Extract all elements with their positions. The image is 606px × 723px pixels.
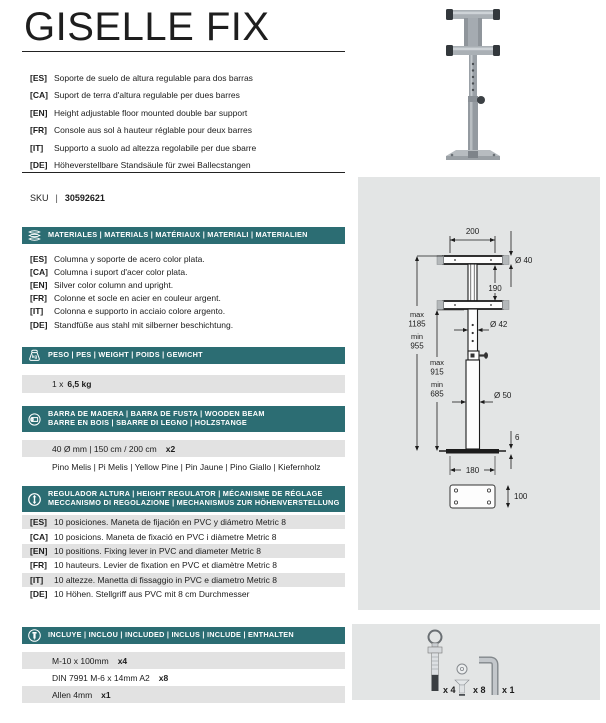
section-title: MATERIALES | MATERIALS | MATÉRIAUX | MATERIALI | MATERIALIEN: [48, 230, 308, 240]
regulator-text: 10 hauteurs. Levier de fixation en PVC et diamètre Metric 8: [54, 560, 278, 571]
regulator-text: 10 altezze. Manetta di fissaggio in PVC e diametro Metric 8: [54, 574, 277, 585]
beam-size-text: 40 Ø mm | 150 cm / 200 cm: [52, 443, 157, 454]
section-title-line2: BARRE EN BOIS | SBARRE DI LEGNO | HOLZSTANGE: [48, 418, 248, 427]
material-text: Silver color column and upright.: [54, 279, 174, 290]
dim-plate-thickness: 6: [515, 433, 520, 442]
material-row: [22, 278, 345, 291]
lang-tag: [EN]: [30, 279, 48, 290]
regulator-row: [22, 529, 345, 543]
screw-icon: [27, 628, 42, 643]
materials-list: [22, 252, 345, 331]
lever-knob: [484, 352, 488, 358]
section-title: PESO | PES | WEIGHT | POIDS | GEWICHT: [48, 350, 203, 360]
lang-tag: [FR]: [30, 560, 47, 571]
kg-glyph: kg: [31, 354, 38, 359]
allen-key-qty: x 1: [502, 685, 515, 695]
material-row: [22, 318, 345, 331]
technical-drawing-panel: [358, 177, 600, 610]
wooden-bar-icon: [27, 412, 42, 427]
beam-size-qty: x2: [165, 443, 176, 454]
sku-separator: |: [55, 193, 58, 203]
regulator-row: [22, 515, 345, 529]
regulator-text: 10 posiciones. Maneta de fijación en PVC y diámetro Metric 8: [54, 517, 286, 528]
dim-lower-diameter: Ø 50: [494, 391, 512, 400]
upper-bar: [443, 256, 503, 264]
regulator-list: [22, 515, 345, 601]
description-text: Suport de terra d'altura regulable per dues barres: [54, 90, 240, 101]
bolt-qty: x 4: [443, 685, 456, 695]
include-text: M-10 x 100mm: [52, 655, 109, 666]
dim-col-min-label: min: [431, 380, 443, 389]
lang-tag: [DE]: [30, 319, 48, 330]
divider: [22, 51, 345, 52]
include-row: [22, 686, 345, 703]
section-header-materials: [22, 227, 345, 244]
dim-plate-depth: 100: [514, 492, 528, 501]
section-header-weight: [22, 347, 345, 364]
weight-value-row: [22, 375, 345, 393]
section-title-line2: MECCANISMO DI REGOLAZIONE | MECHANISMUS ZUR HÖHENVERSTELLUNG: [48, 498, 340, 507]
description-row: [22, 104, 345, 122]
lang-tag: [DE]: [30, 160, 48, 171]
description-row: [22, 139, 345, 157]
regulator-text: 10 positions. Fixing lever in PVC and diameter Metric 8: [54, 545, 261, 556]
page-title: GISELLE FIX: [24, 5, 270, 49]
base-plate-plan: [450, 485, 495, 508]
dim-col-min: 685: [430, 389, 444, 399]
dim-200: 200: [465, 227, 480, 236]
lang-tag: [IT]: [30, 306, 44, 317]
material-text: Standfüße aus stahl mit silberner beschichtung.: [54, 319, 234, 330]
section-title: [48, 490, 340, 508]
dim-total-min-label: min: [411, 332, 423, 341]
dim-bar-gap: 190: [488, 284, 502, 293]
section-header-includes: [22, 627, 345, 644]
height-adjust-icon: [27, 492, 42, 507]
countersunk-screw-icon: [455, 664, 469, 696]
regulator-row: [22, 573, 345, 587]
section-title-line1: BARRA DE MADERA | BARRA DE FUSTA | WOODEN BEAM: [48, 409, 265, 419]
lang-tag: [FR]: [30, 293, 47, 304]
dim-col-max-label: max: [430, 358, 444, 367]
dim-plate-width: 180: [465, 466, 480, 475]
section-header-beam: [22, 406, 345, 432]
lang-tag: [ES]: [30, 517, 47, 528]
kg-weight-icon: [27, 348, 42, 363]
section-header-regulator: [22, 486, 345, 512]
description-text: Soporte de suelo de altura regulable para dos barras: [54, 72, 253, 83]
material-text: Columna y soporte de acero color plata.: [54, 253, 205, 264]
regulator-row: [22, 544, 345, 558]
lang-tag: [ES]: [30, 253, 47, 264]
lang-tag: [CA]: [30, 266, 48, 277]
lang-tag: [EN]: [30, 545, 48, 556]
description-text: Höheverstellbare Standsäule für zwei Ballecstangen: [54, 160, 251, 171]
include-row: [22, 652, 345, 669]
beam-woods-text: Pino Melis | Pi Melis | Yellow Pine | Pin Jaune | Pino Giallo | Kiefernholz: [52, 461, 321, 472]
dim-total-min: 955: [410, 341, 424, 351]
dim-col-max: 915: [430, 367, 444, 377]
product-photo: [428, 4, 568, 171]
lang-tag: [ES]: [30, 72, 47, 83]
material-row: [22, 252, 345, 265]
regulator-text: 10 posicions. Maneta de fixació en PVC i diàmetre Metric 8: [54, 531, 277, 542]
section-title: [48, 410, 265, 428]
include-qty: x1: [101, 689, 111, 700]
regulator-text: 10 Höhen. Stellgriff aus PVC mit 8 cm Durchmesser: [54, 589, 250, 600]
material-text: Columna i suport d'acer color plata.: [54, 266, 188, 277]
divider: [22, 172, 345, 173]
base-plate-side: [446, 449, 499, 454]
regulator-row: [22, 558, 345, 572]
description-text: Height adjustable floor mounted double bar support: [54, 107, 248, 118]
lang-tag: [IT]: [30, 142, 44, 153]
sku-label: SKU: [30, 193, 49, 203]
include-text: Allen 4mm: [52, 689, 93, 700]
description-row: [22, 87, 345, 105]
weight-prefix: 1 x: [52, 379, 64, 389]
weight-value: 6,5 kg: [67, 379, 92, 389]
lang-tag: [EN]: [30, 107, 48, 118]
regulator-row: [22, 587, 345, 601]
description-text: Supporto a suolo ad altezza regolabile per due sbarre: [54, 142, 257, 153]
beam-woods-row: [22, 459, 345, 474]
beam-size-row: [22, 440, 345, 457]
material-text: Colonne et socle en acier en couleur argent.: [54, 293, 221, 304]
dim-upper-diameter: Ø 42: [490, 320, 508, 329]
include-qty: x4: [117, 655, 128, 666]
section-title: INCLUYE | INCLOU | INCLUDED | INCLUS | INCLUDE | ENTHALTEN: [48, 630, 294, 640]
sku-row: [30, 193, 105, 203]
lower-bar: [443, 301, 503, 309]
description-row: [22, 122, 345, 140]
include-qty: x8: [158, 672, 169, 683]
hardware-panel: [352, 624, 600, 700]
material-row: [22, 292, 345, 305]
material-row: [22, 305, 345, 318]
lang-tag: [CA]: [30, 531, 48, 542]
lang-tag: [FR]: [30, 125, 47, 136]
include-row: [22, 669, 345, 686]
material-row: [22, 265, 345, 278]
lower-column: [466, 360, 480, 449]
include-text: DIN 7991 M-6 x 14mm A2: [52, 672, 150, 683]
layers-icon: [27, 228, 42, 243]
description-text: Console aus sol à hauteur réglable pour deux barres: [54, 125, 252, 136]
lang-tag: [IT]: [30, 574, 44, 585]
sku-value: 30592621: [64, 193, 105, 203]
dim-total-max: 1185: [408, 319, 426, 329]
material-text: Colonna e supporto in acciaio colore argento.: [54, 306, 226, 317]
screw-qty: x 8: [473, 685, 486, 695]
lang-tag: [DE]: [30, 589, 48, 600]
product-descriptions: [22, 69, 345, 174]
description-row: [22, 69, 345, 87]
dim-bar-diameter: Ø 40: [515, 256, 533, 265]
bar-connector: [468, 264, 477, 301]
anchor-bolt-icon: [428, 631, 442, 692]
dim-total-max-label: max: [410, 310, 424, 319]
lang-tag: [CA]: [30, 90, 48, 101]
section-title-line1: REGULADOR ALTURA | HEIGHT REGULATOR | MÉCANISME DE RÉGLAGE: [48, 489, 323, 499]
